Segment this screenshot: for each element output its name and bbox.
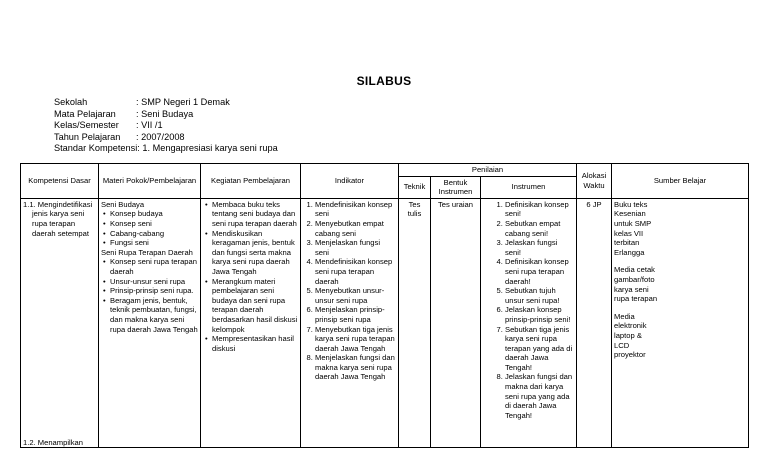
cell-materi xyxy=(99,198,201,447)
cell-teknik: Tes tulis xyxy=(399,198,431,447)
list-item: 4. Mendefinisikan konsep seni rupa terapan daerah xyxy=(315,257,396,286)
list-item: 1. Definisikan konsep seni! xyxy=(505,200,574,219)
list-item: 8. Jelaskan fungsi dan makna dari karya seni rupa yang ada di daerah Jawa Tengah! xyxy=(505,372,574,420)
sumber-1: Buku teks Kesenian untuk SMP kelas VII terbitan Erlangga xyxy=(614,199,652,257)
list-item: • Konsep budaya xyxy=(110,209,198,219)
list-item: 5. Sebutkan tujuh unsur seni rupa! xyxy=(505,286,574,305)
list-item: 6. Menjelaskan prinsip-prinsip seni rupa xyxy=(315,305,396,324)
list-item: • Fungsi seni xyxy=(110,238,198,248)
list-item: • Prinsip-prinsip seni rupa. xyxy=(110,286,198,296)
header-indikator: Indikator xyxy=(301,164,399,199)
list-item: 5. Menyebutkan unsur-unsur seni rupa xyxy=(315,286,396,305)
list-item: 1. Mendefinisikan konsep seni xyxy=(315,200,396,219)
list-item: 2. Menyebutkan empat cabang seni xyxy=(315,219,396,238)
header-kegiatan: Kegiatan Pembelajaran xyxy=(201,164,301,199)
header-bentuk: Bentuk Instrumen xyxy=(431,176,481,198)
list-item: 6. Jelaskan konsep prinsip-prinsip seni! xyxy=(505,305,574,324)
list-item: 7. Menyebutkan tiga jenis karya seni rupa terapan daerah Jawa Tengah xyxy=(315,325,396,354)
list-item: • Membaca buku teks tentang seni budaya dan seni rupa terapan daerah xyxy=(212,200,298,229)
header-alokasi: Alokasi Waktu xyxy=(577,164,612,199)
list-item: 8. Menjelaskan fungsi dan makna karya seni rupa daerah Jawa Tengah xyxy=(315,353,396,382)
cell-indikator xyxy=(301,198,399,447)
cell-alokasi: 6 JP xyxy=(577,198,612,447)
cell-instrumen xyxy=(481,198,577,447)
list-item: 3. Menjelaskan fungsi seni xyxy=(315,238,396,257)
list-item: • Unsur-unsur seni rupa xyxy=(110,277,198,287)
materi-title-2: Seni Rupa Terapan Daerah xyxy=(101,247,193,257)
meta-mata-pelajaran: Mata Pelajaran : Seni Budaya xyxy=(54,108,194,119)
list-item: • Konsep seni xyxy=(110,219,198,229)
meta-standar-kompetensi: Standar Kompetensi: 1. Mengapresiasi karya seni rupa xyxy=(54,143,278,153)
list-item: 7. Sebutkan tiga jenis karya seni rupa terapan yang ada di daerah Jawa Tengah! xyxy=(505,325,574,373)
list-item: • Mendiskusikan keragaman jenis, bentuk dan fungsi serta makna karya seni rupa daerah Jawa Tengah xyxy=(212,229,298,277)
syllabus-meta xyxy=(54,97,278,155)
page-title: SILABUS xyxy=(356,74,412,88)
header-penilaian: Penilaian xyxy=(399,164,577,177)
list-item: • Cabang-cabang xyxy=(110,229,198,239)
meta-kelas-semester: Kelas/Semester : VII /1 xyxy=(54,120,163,130)
list-item: • Merangkum materi pembelajaran seni budaya dan seni rupa terapan daerah berdasarkan hasil diskusi kelompok xyxy=(212,277,298,335)
cell-bentuk: Tes uraian xyxy=(431,198,481,447)
list-item: • Konsep seni rupa terapan daerah xyxy=(110,257,198,276)
header-kompetensi: Kompetensi Dasar xyxy=(21,164,99,199)
meta-sekolah: Sekolah : SMP Negeri 1 Demak xyxy=(54,97,230,107)
cell-kegiatan xyxy=(201,198,301,447)
list-item: • Mempresentasikan hasil diskusi xyxy=(212,334,298,353)
cell-sumber xyxy=(612,198,749,447)
meta-tahun-pelajaran: Tahun Pelajaran : 2007/2008 xyxy=(54,131,185,142)
kompetensi-1-2: 1.2. Menampilkan xyxy=(23,438,83,448)
sumber-3: Media elektronik laptop & LCD proyektor xyxy=(614,311,647,360)
list-item: • Beragam jenis, bentuk, teknik pembuatan, fungsi, dan makna karya seni rupa daerah Jawa Tengah xyxy=(110,296,198,334)
list-item: 3. Jelaskan fungsi seni! xyxy=(505,238,574,257)
header-materi: Materi Pokok/Pembelajaran xyxy=(99,164,201,199)
list-item: 4. Definisikan konsep seni rupa terapan daerah! xyxy=(505,257,574,286)
kompetensi-1-1: 1.1. Mengindetifikasi jenis karya seni rupa terapan daerah setempat xyxy=(23,199,93,238)
materi-title-1: Seni Budaya xyxy=(101,199,145,209)
header-instrumen: Instrumen xyxy=(481,176,577,198)
header-teknik: Teknik xyxy=(399,176,431,198)
syllabus-table xyxy=(20,163,749,448)
sumber-2: Media cetak gambar/foto karya seni rupa terapan xyxy=(614,265,658,304)
header-sumber: Sumber Belajar xyxy=(612,164,749,199)
cell-kompetensi xyxy=(21,198,99,447)
list-item: 2. Sebutkan empat cabang seni! xyxy=(505,219,574,238)
